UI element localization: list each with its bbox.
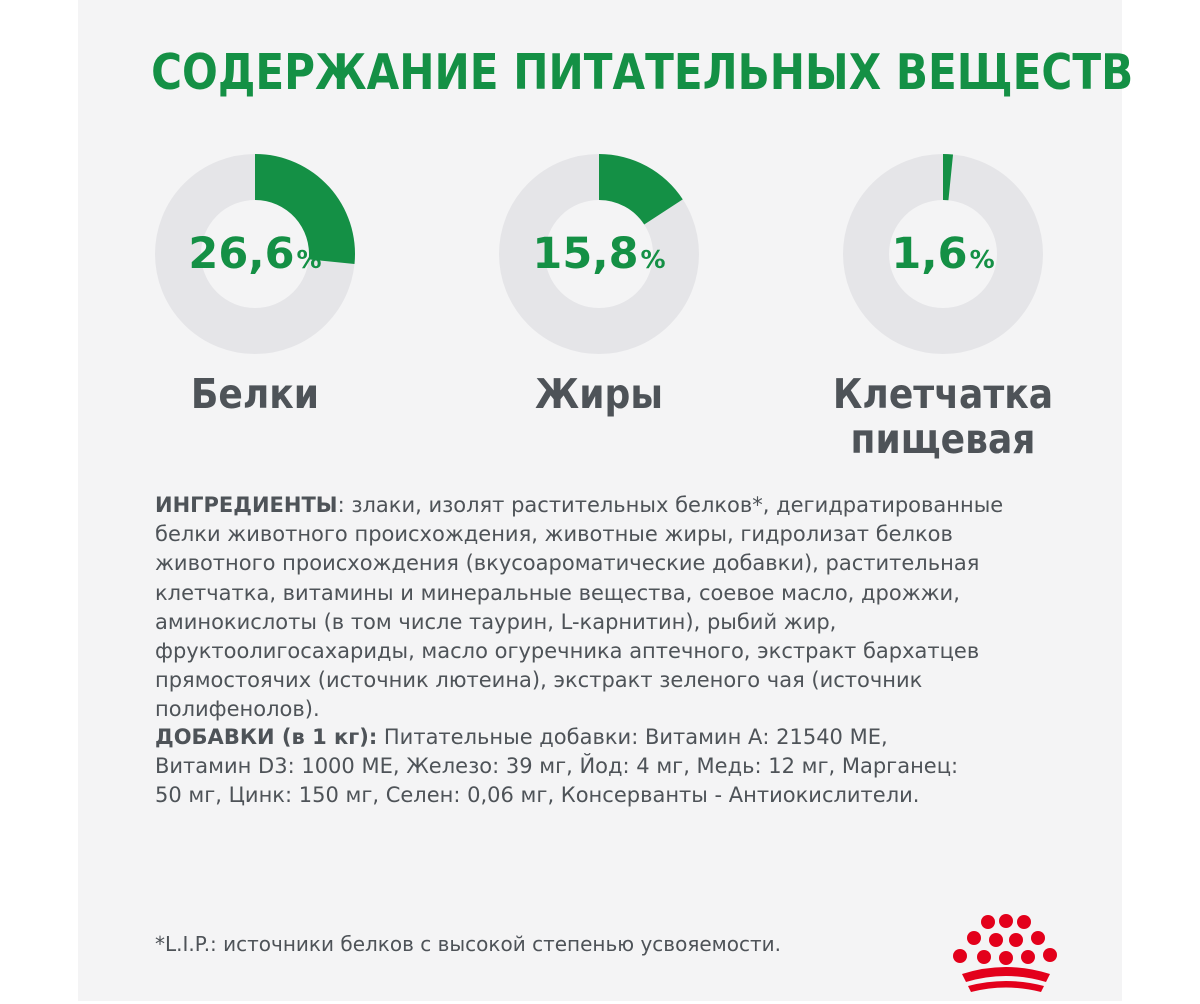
fat-label: Жиры (535, 370, 663, 418)
protein-label: Белки (190, 370, 320, 418)
protein-value: 26,6 (188, 229, 295, 279)
protein-percent (153, 152, 357, 356)
ingredients-heading: ИНГРЕДИЕНТЫ (155, 493, 338, 517)
fiber-percent (841, 152, 1045, 356)
protein-donut-chart (153, 152, 357, 356)
additives-paragraph (155, 723, 975, 811)
ingredients-text: : злаки, изолят растительных белков*, дегидратированные белки животного происхождения, животные жиры, гидролизат белков животного происхождения (вкусоароматические добавки), растительная клетчатка, витамины и минеральные вещества, соевое масло, дрожжи, аминокислоты (в том числе таурин, L-карнитин), рыбий жир, фруктоолигосахариды, масло огуречника аптечного, экстракт бархатцев прямостоячих (источник лютеина), экстракт зеленого чая (источник полифенолов). (155, 493, 1004, 722)
fat-value: 15,8 (532, 229, 639, 279)
additives-text: Питательные добавки: Витамин А: 21540 МЕ, Витамин D3: 1000 МЕ, Железо: 39 мг, Йод: 4 мг, Медь: 12 мг, Марганец: 50 мг, Цинк: 150 мг, Селен: 0,06 мг, Консерванты - Антиокислители. (155, 725, 959, 808)
fiber-value: 1,6 (891, 229, 968, 279)
fiber-unit: % (969, 244, 995, 274)
fat-unit: % (640, 244, 666, 274)
royal-canin-crown-icon (948, 912, 1058, 1004)
ingredients-paragraph (155, 491, 1035, 725)
page-title: СОДЕРЖАНИЕ ПИТАТЕЛЬНЫХ ВЕЩЕСТВ (151, 44, 1134, 101)
fat-percent (497, 152, 701, 356)
fiber-donut-chart (841, 152, 1045, 356)
fiber-label (802, 372, 1084, 462)
fat-donut-chart (497, 152, 701, 356)
fiber-label-line: пищевая (850, 415, 1036, 463)
footnote: *L.I.P.: источники белков с высокой степенью усвояемости. (155, 932, 781, 956)
additives-heading: ДОБАВКИ (в 1 кг): (155, 725, 378, 749)
protein-unit: % (296, 244, 322, 274)
fiber-label-line: Клетчатка (832, 370, 1054, 418)
